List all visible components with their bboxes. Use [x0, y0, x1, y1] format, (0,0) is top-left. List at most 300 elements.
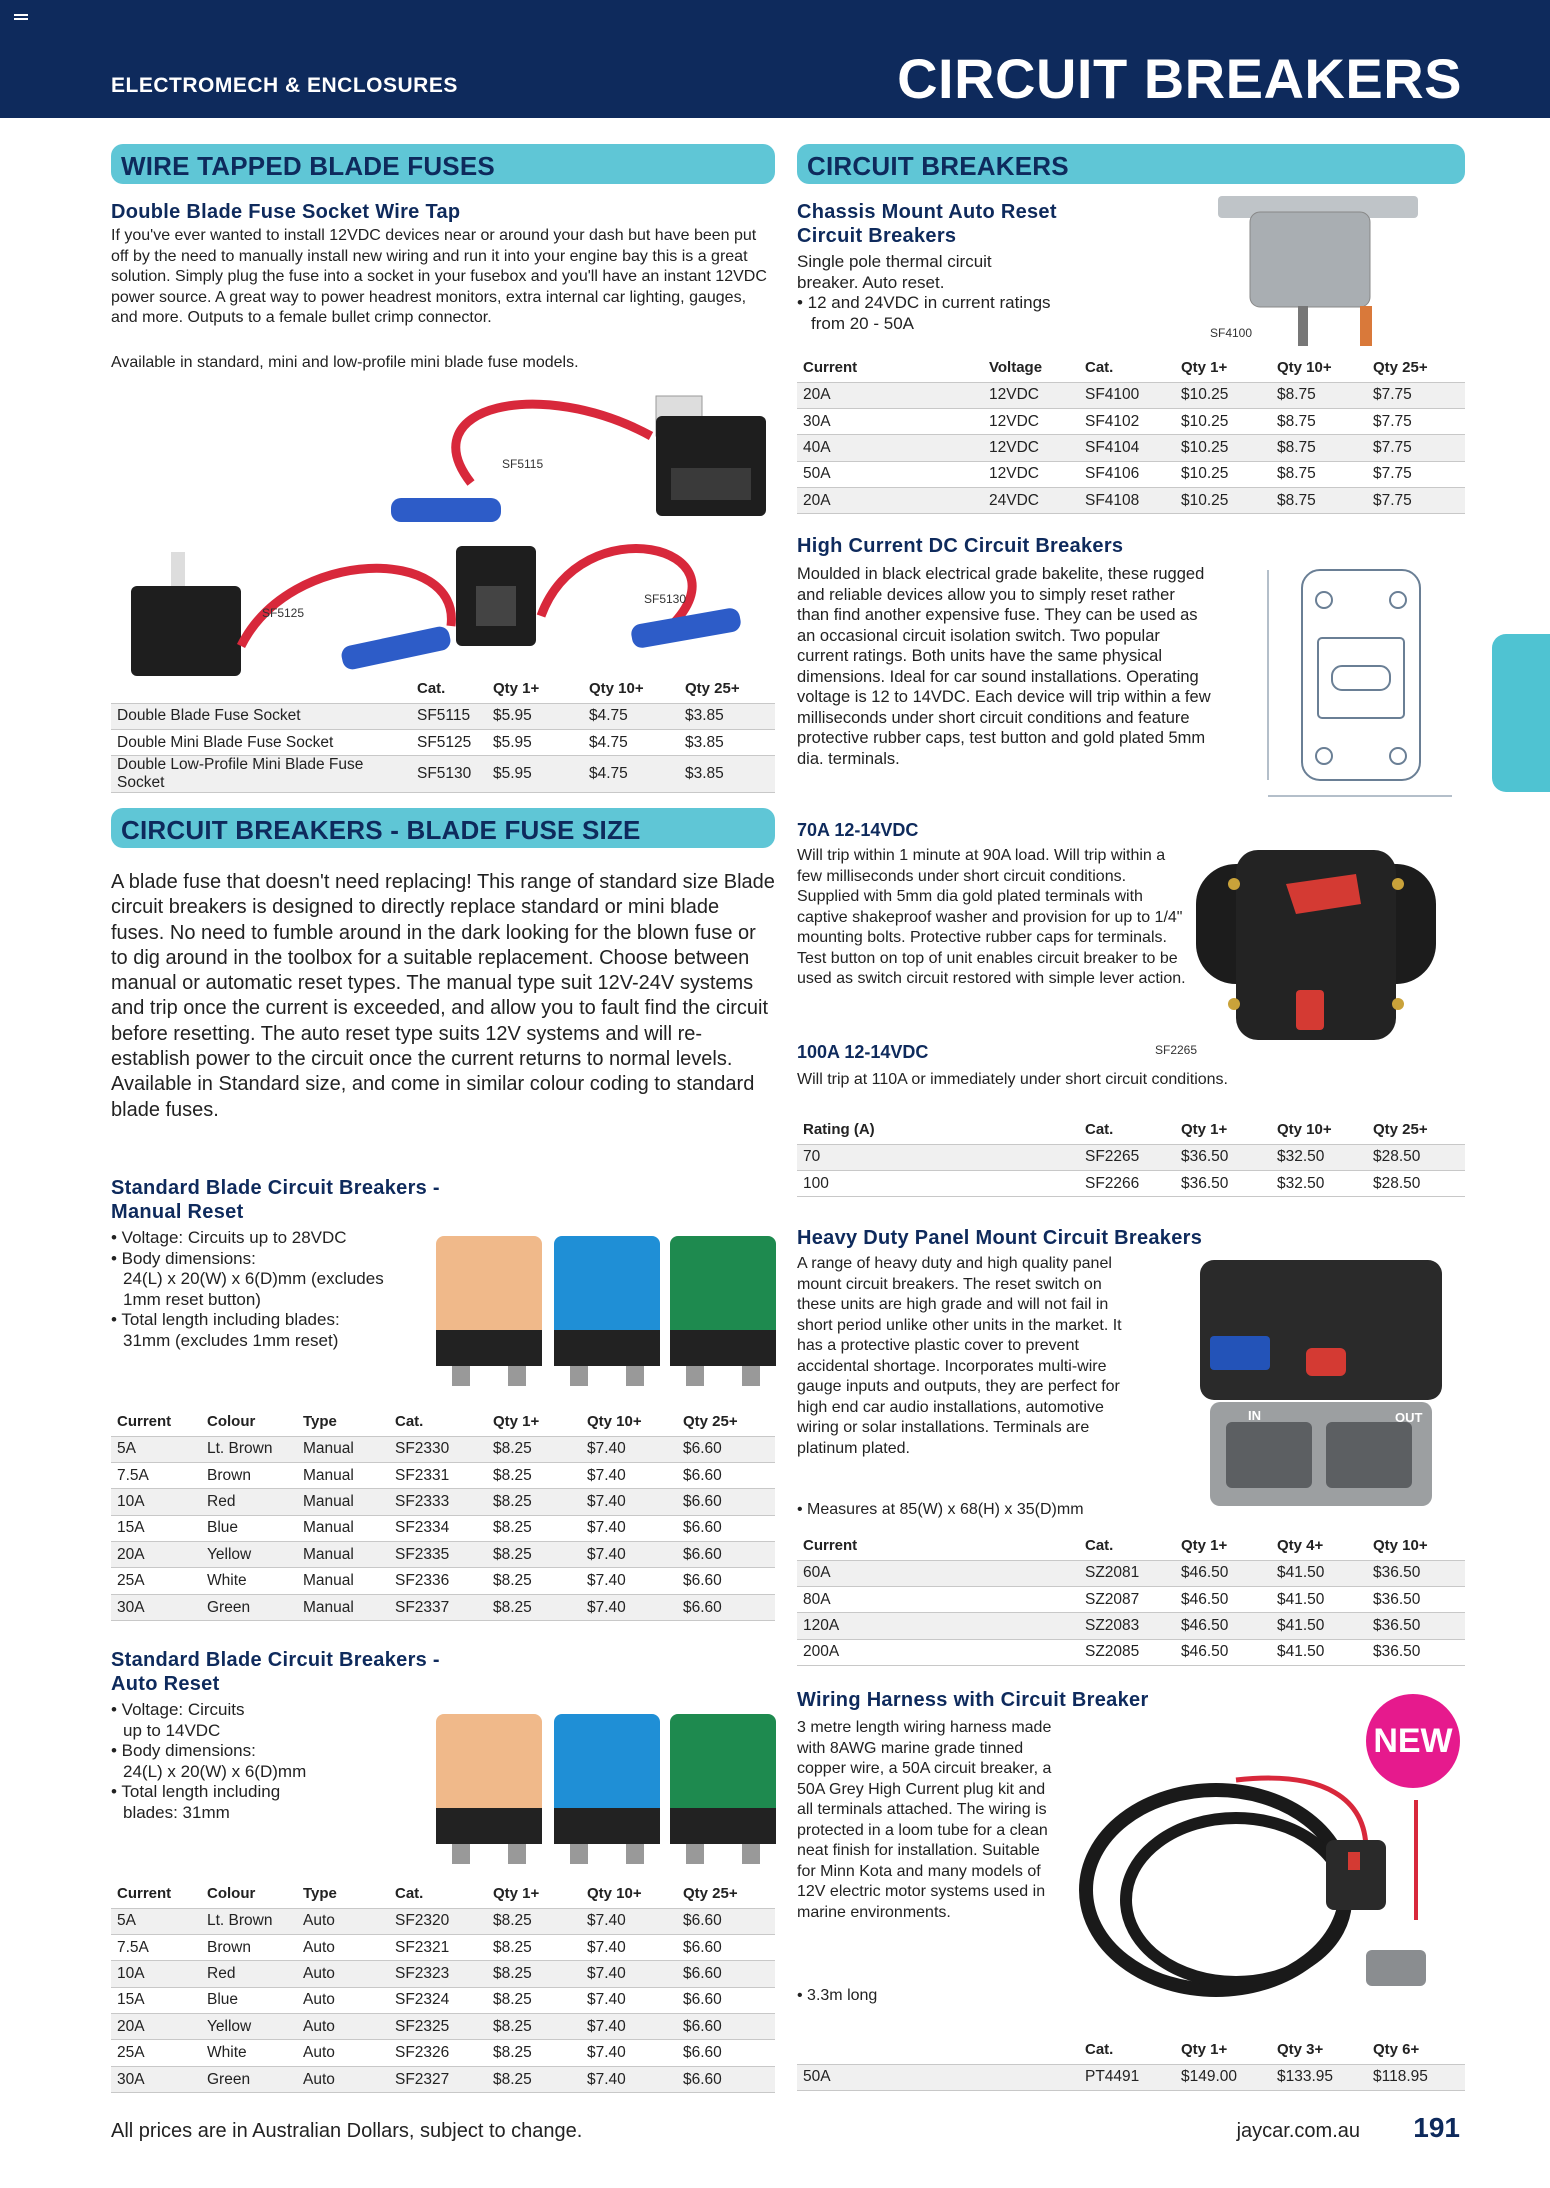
table-header-cell: Qty 1+	[1181, 2041, 1228, 2059]
table-cell: $7.40	[581, 1961, 677, 1987]
table-cell: $8.75	[1271, 488, 1367, 514]
table-header-cell: Qty 1+	[493, 1885, 540, 1903]
table-cell: $7.40	[581, 2040, 677, 2066]
price-table-high-current	[797, 1116, 1465, 1197]
table-cell: Green	[201, 2066, 297, 2092]
table-cell: SF5125	[411, 729, 487, 755]
table-cell: $4.75	[583, 729, 679, 755]
table-cell: $6.60	[677, 2014, 775, 2040]
menu-icon[interactable]	[14, 14, 28, 24]
table-cell: SF2334	[389, 1515, 487, 1541]
price-table-harness	[797, 2036, 1465, 2091]
table-cell: SF2266	[1079, 1170, 1175, 1196]
table-cell: Yellow	[201, 1542, 297, 1568]
price-table-wire-tapped	[111, 675, 775, 793]
table-header-cell: Cat.	[395, 1885, 424, 1903]
table-header-cell: Colour	[207, 1885, 256, 1903]
table-cell: $8.25	[487, 1934, 581, 1960]
table-header-row	[797, 1116, 1465, 1144]
table-cell: $8.75	[1271, 461, 1367, 487]
table-header-cell: Type	[303, 1413, 337, 1431]
table-row	[111, 1934, 775, 1960]
table-row	[111, 1908, 775, 1934]
table-cell: $7.40	[581, 1908, 677, 1934]
table-cell: 5A	[111, 1436, 201, 1462]
table-cell: $46.50	[1175, 1586, 1271, 1612]
table-cell: 60A	[797, 1560, 1079, 1586]
table-row	[797, 461, 1465, 487]
table-cell: SF4104	[1079, 435, 1175, 461]
table-cell: $8.25	[487, 2066, 581, 2092]
table-cell: $8.25	[487, 1462, 581, 1488]
table-cell: $8.75	[1271, 435, 1367, 461]
harness-heading: Wiring Harness with Circuit Breaker	[797, 1689, 1149, 1711]
banner-blade-fuse-size	[111, 808, 775, 848]
harness-bullet: • 3.3m long	[797, 1987, 878, 2004]
heavy-duty-description: A range of heavy duty and high quality panel mount circuit breakers. The reset switch on these units are high grade and will not fail in short period unlike other units in the market. It has a protective plastic cover to prevent accidental shortage. Incorporates multi-wire gauge inputs and outputs, they are perfect for high end car audio installations, automotive wiring or solar installations. Terminals are platinum plated.	[797, 1255, 1122, 1457]
table-cell: $8.25	[487, 1908, 581, 1934]
table-cell: Double Low-Profile Mini Blade Fuse Socket	[111, 756, 411, 793]
table-cell: SF2337	[389, 1594, 487, 1620]
table-cell: $7.75	[1367, 488, 1465, 514]
table-cell: Auto	[297, 1987, 389, 2013]
table-cell: $7.75	[1367, 408, 1465, 434]
table-cell: 15A	[111, 1515, 201, 1541]
table-cell: $28.50	[1367, 1144, 1465, 1170]
table-cell: Manual	[297, 1568, 389, 1594]
table-cell: 25A	[111, 2040, 201, 2066]
table-row	[111, 2066, 775, 2092]
table-cell: $118.95	[1367, 2064, 1465, 2090]
product-availability: Available in standard, mini and low-profile mini blade fuse models.	[111, 354, 579, 371]
table-row	[797, 1560, 1465, 1586]
sub-heading-70a: 70A 12-14VDC	[797, 820, 919, 840]
table-row	[797, 1639, 1465, 1665]
table-cell: $7.75	[1367, 435, 1465, 461]
side-index-tab[interactable]	[1492, 634, 1550, 792]
table-header-cell: Qty 10+	[1277, 359, 1332, 377]
manual-heading-line2: Manual Reset	[111, 1201, 244, 1223]
table-cell: $8.25	[487, 2040, 581, 2066]
table-cell: $7.40	[581, 2066, 677, 2092]
table-cell: 10A	[111, 1489, 201, 1515]
new-badge: NEW	[1366, 1694, 1460, 1788]
table-cell: 5A	[111, 1908, 201, 1934]
table-cell: 70	[797, 1144, 1079, 1170]
table-cell: $133.95	[1271, 2064, 1367, 2090]
table-cell: SF5115	[411, 703, 487, 729]
banner-label: CIRCUIT BREAKERS	[807, 151, 1069, 181]
table-cell: Auto	[297, 1934, 389, 1960]
table-row	[111, 1961, 775, 1987]
table-header-cell: Qty 10+	[1277, 1121, 1332, 1139]
table-cell: $28.50	[1367, 1170, 1465, 1196]
table-row	[111, 1436, 775, 1462]
table-header-cell: Cat.	[1085, 1121, 1114, 1139]
table-cell: $36.50	[1175, 1170, 1271, 1196]
table-cell: 12VDC	[983, 382, 1079, 408]
table-row	[797, 408, 1465, 434]
fuse-tap-product-image	[111, 386, 775, 676]
table-cell: White	[201, 2040, 297, 2066]
table-cell: Auto	[297, 2066, 389, 2092]
table-cell: $7.40	[581, 1489, 677, 1515]
table-cell: $36.50	[1367, 1639, 1465, 1665]
table-cell: $36.50	[1175, 1144, 1271, 1170]
table-cell: SF5130	[411, 756, 487, 793]
table-header-cell: Current	[803, 359, 858, 377]
table-cell: $36.50	[1367, 1613, 1465, 1639]
table-cell: $36.50	[1367, 1586, 1465, 1612]
table-cell: $4.75	[583, 703, 679, 729]
table-cell: $41.50	[1271, 1613, 1367, 1639]
table-cell: $6.60	[677, 1515, 775, 1541]
table-cell: SF2326	[389, 2040, 487, 2066]
table-row	[111, 1568, 775, 1594]
table-cell: Manual	[297, 1542, 389, 1568]
table-header-cell: Qty 1+	[493, 680, 540, 698]
table-cell: $10.25	[1175, 408, 1271, 434]
table-cell: $41.50	[1271, 1560, 1367, 1586]
table-cell: 50A	[797, 461, 983, 487]
table-header-cell: Qty 10+	[1373, 1537, 1428, 1555]
table-cell: $5.95	[487, 729, 583, 755]
table-cell: SZ2087	[1079, 1586, 1175, 1612]
table-header-cell: Cat.	[1085, 2041, 1114, 2059]
high-current-diagram	[1262, 540, 1452, 820]
page-header	[0, 0, 1550, 118]
table-cell: Auto	[297, 2040, 389, 2066]
table-cell: $8.25	[487, 2014, 581, 2040]
table-cell: $6.60	[677, 2040, 775, 2066]
table-header-cell: Colour	[207, 1413, 256, 1431]
terminal-label-out: OUT	[1395, 1410, 1423, 1425]
table-cell: SF4102	[1079, 408, 1175, 434]
table-header-cell	[111, 675, 411, 703]
table-cell: Green	[201, 1594, 297, 1620]
table-row	[797, 1586, 1465, 1612]
table-header-cell: Qty 25+	[1373, 359, 1428, 377]
table-cell: SF2336	[389, 1568, 487, 1594]
table-row	[111, 729, 775, 755]
table-cell: 20A	[797, 382, 983, 408]
table-header-cell: Qty 10+	[587, 1885, 642, 1903]
terminal-label-in: IN	[1248, 1408, 1261, 1423]
table-row	[111, 1594, 775, 1620]
table-cell: Double Mini Blade Fuse Socket	[111, 729, 411, 755]
table-cell: SF2320	[389, 1908, 487, 1934]
image-label: SF5125	[262, 606, 305, 620]
table-cell: SF2325	[389, 2014, 487, 2040]
table-header-cell: Cat.	[417, 680, 446, 698]
table-cell: SF4108	[1079, 488, 1175, 514]
table-row	[111, 1987, 775, 2013]
table-cell: 24VDC	[983, 488, 1079, 514]
table-row	[111, 1489, 775, 1515]
table-cell: $7.40	[581, 1436, 677, 1462]
table-cell: SF2327	[389, 2066, 487, 2092]
table-cell: $6.60	[677, 1961, 775, 1987]
table-cell: $3.85	[679, 729, 775, 755]
table-cell: $8.25	[487, 1568, 581, 1594]
table-header-cell: Cat.	[395, 1413, 424, 1431]
table-row	[111, 2040, 775, 2066]
blade-breaker-manual-image	[432, 1230, 777, 1390]
table-cell: $8.25	[487, 1594, 581, 1620]
table-row	[797, 1613, 1465, 1639]
table-header-cell: Qty 25+	[683, 1885, 738, 1903]
table-cell: 120A	[797, 1613, 1079, 1639]
table-cell: SF2331	[389, 1462, 487, 1488]
table-header-cell: Current	[117, 1413, 172, 1431]
table-row	[111, 1542, 775, 1568]
table-cell: $10.25	[1175, 435, 1271, 461]
table-cell: 100	[797, 1170, 1079, 1196]
table-cell: SF2265	[1079, 1144, 1175, 1170]
table-cell: $8.25	[487, 1987, 581, 2013]
table-cell: Manual	[297, 1489, 389, 1515]
table-header-cell: Qty 25+	[685, 680, 740, 698]
table-cell: $6.60	[677, 1594, 775, 1620]
table-cell: SZ2081	[1079, 1560, 1175, 1586]
blade-breaker-auto-image	[432, 1708, 777, 1868]
table-cell: Manual	[297, 1436, 389, 1462]
image-label: SF5130	[644, 592, 687, 606]
high-current-heading: High Current DC Circuit Breakers	[797, 535, 1124, 557]
table-row	[797, 382, 1465, 408]
table-cell: SF2335	[389, 1542, 487, 1568]
table-cell: Manual	[297, 1515, 389, 1541]
image-label: SF4100	[1210, 326, 1253, 340]
table-cell: $6.60	[677, 1489, 775, 1515]
table-header-row	[111, 675, 775, 703]
table-cell: 200A	[797, 1639, 1079, 1665]
table-cell: $6.60	[677, 1934, 775, 1960]
table-cell: 12VDC	[983, 435, 1079, 461]
table-header-cell: Cat.	[1085, 1537, 1114, 1555]
table-cell: 12VDC	[983, 461, 1079, 487]
table-cell: $6.60	[677, 1568, 775, 1594]
chassis-description: Single pole thermal circuit breaker. Auto reset. • 12 and 24VDC in current ratings from 20 - 50A	[797, 252, 1051, 333]
table-row	[797, 1170, 1465, 1196]
table-cell: 50A	[797, 2064, 1079, 2090]
banner-wire-tapped	[111, 144, 775, 184]
description-70a: Will trip within 1 minute at 90A load. Will trip within a few milliseconds under short circuit conditions. Supplied with 5mm dia gold plated terminals with captive shakeproof washer and provision for up to 1/4" mounting bolts. Protective rubber caps for terminals. Test button on top of unit enables circuit breaker to be used as switch circuit restored with simple lever action.	[797, 847, 1186, 987]
table-cell: Auto	[297, 1908, 389, 1934]
table-header-row	[111, 1408, 775, 1436]
table-cell: $7.75	[1367, 382, 1465, 408]
table-cell: Red	[201, 1489, 297, 1515]
heavy-duty-bullet: • Measures at 85(W) x 68(H) x 35(D)mm	[797, 1501, 1084, 1518]
table-header-cell: Current	[803, 1537, 858, 1555]
description-100a: Will trip at 110A or immediately under short circuit conditions.	[797, 1071, 1228, 1088]
table-cell: SF4100	[1079, 382, 1175, 408]
table-row	[111, 1462, 775, 1488]
table-cell: $46.50	[1175, 1613, 1271, 1639]
harness-description: 3 metre length wiring harness made with 8AWG marine grade tinned copper wire, a 50A circuit breaker, a 50A Grey High Current plug kit and all terminals attached. The wiring is protected in a loom tube for a clean neat finish for installation. Suitable for Minn Kota and many models of 12V electric motor systems used in marine environments.	[797, 1719, 1052, 1921]
manual-heading-line1: Standard Blade Circuit Breakers -	[111, 1177, 440, 1199]
wiring-harness-image	[1066, 1760, 1456, 2020]
section-title: ELECTROMECH & ENCLOSURES	[111, 74, 458, 97]
table-cell: Auto	[297, 2014, 389, 2040]
page-title: CIRCUIT BREAKERS	[897, 47, 1462, 110]
table-cell: $5.95	[487, 756, 583, 793]
table-cell: Brown	[201, 1934, 297, 1960]
table-cell: $3.85	[679, 703, 775, 729]
chassis-heading-line1: Chassis Mount Auto Reset	[797, 201, 1057, 223]
table-cell: 25A	[111, 1568, 201, 1594]
table-cell: Auto	[297, 1961, 389, 1987]
table-cell: 20A	[111, 2014, 201, 2040]
table-cell: $7.40	[581, 1542, 677, 1568]
table-header-cell: Type	[303, 1885, 337, 1903]
blade-description: A blade fuse that doesn't need replacing! This range of standard size Blade circuit breakers is designed to directly replace standard or mini blade fuses. No need to fumble around in the dark looking for the blown fuse or to dig around in the toolbox for a suitable replacement. Choose between manual or automatic reset types. The manual type suit 12V-24V systems and trip once the current is exceeded, and allow you to fault find the circuit before resetting. The auto reset type suits 12V systems and will re-establish power to the circuit once the current returns to normal levels. Available in Standard size, and come in similar colour coding to standard blade fuses.	[111, 871, 775, 1121]
table-cell: $7.40	[581, 1462, 677, 1488]
table-header-cell: Qty 25+	[683, 1413, 738, 1431]
footer-price-note: All prices are in Australian Dollars, subject to change.	[111, 2120, 583, 2142]
table-cell: 7.5A	[111, 1934, 201, 1960]
table-row	[797, 435, 1465, 461]
table-cell: 40A	[797, 435, 983, 461]
table-header-cell: Current	[117, 1885, 172, 1903]
high-current-description: Moulded in black electrical grade bakelite, these rugged and reliable devices allow you to simply reset rather than find another expensive fuse. They can be used as an occasional circuit isolation switch. Two popular current ratings. Both units have the same physical dimensions. Ideal for car sound installations. Operating voltage is 12 to 14VDC. Each device will trip within a few milliseconds under short circuit conditions and feature protective rubber caps, test button and gold plated 5mm dia. terminals.	[797, 565, 1211, 768]
price-table-heavy-duty	[797, 1532, 1465, 1666]
table-cell: $6.60	[677, 1462, 775, 1488]
auto-bullets: • Voltage: Circuits up to 14VDC • Body dimensions: 24(L) x 20(W) x 6(D)mm • Total length including blades: 31mm	[111, 1700, 307, 1822]
table-cell: 7.5A	[111, 1462, 201, 1488]
image-label: SF5115	[502, 457, 544, 471]
table-header-cell: Qty 4+	[1277, 1537, 1324, 1555]
table-cell: SF2323	[389, 1961, 487, 1987]
table-row	[111, 1515, 775, 1541]
table-cell: $10.25	[1175, 461, 1271, 487]
table-cell: $8.25	[487, 1961, 581, 1987]
price-table-manual	[111, 1408, 775, 1621]
table-cell: $8.25	[487, 1436, 581, 1462]
table-header-cell: Qty 10+	[589, 680, 644, 698]
table-cell: $6.60	[677, 1542, 775, 1568]
table-cell: $32.50	[1271, 1170, 1367, 1196]
table-row	[111, 2014, 775, 2040]
chassis-heading-line2: Circuit Breakers	[797, 225, 957, 247]
banner-circuit-breakers	[797, 144, 1465, 184]
table-cell: $7.40	[581, 2014, 677, 2040]
table-cell: $8.75	[1271, 382, 1367, 408]
table-row	[797, 488, 1465, 514]
table-cell: 12VDC	[983, 408, 1079, 434]
table-cell: $7.40	[581, 1515, 677, 1541]
table-row	[111, 756, 775, 793]
table-header-row	[797, 354, 1465, 382]
table-cell: SF2333	[389, 1489, 487, 1515]
table-cell: $32.50	[1271, 1144, 1367, 1170]
table-cell: SF2324	[389, 1987, 487, 2013]
table-header-cell	[797, 2036, 1079, 2064]
table-cell: $10.25	[1175, 488, 1271, 514]
table-cell: $10.25	[1175, 382, 1271, 408]
table-header-cell: Qty 1+	[1181, 359, 1228, 377]
table-cell: SF2330	[389, 1436, 487, 1462]
table-cell: 80A	[797, 1586, 1079, 1612]
table-cell: SZ2083	[1079, 1613, 1175, 1639]
table-cell: $41.50	[1271, 1639, 1367, 1665]
table-cell: $6.60	[677, 1987, 775, 2013]
table-cell: Blue	[201, 1515, 297, 1541]
table-cell: $46.50	[1175, 1639, 1271, 1665]
table-header-cell: Qty 1+	[493, 1413, 540, 1431]
table-cell: Brown	[201, 1462, 297, 1488]
table-cell: $7.40	[581, 1568, 677, 1594]
table-cell: 10A	[111, 1961, 201, 1987]
table-cell: SF4106	[1079, 461, 1175, 487]
table-header-row	[111, 1880, 775, 1908]
table-cell: $5.95	[487, 703, 583, 729]
table-cell: 30A	[111, 1594, 201, 1620]
table-header-cell: Qty 6+	[1373, 2041, 1420, 2059]
table-cell: SZ2085	[1079, 1639, 1175, 1665]
table-cell: SF2321	[389, 1934, 487, 1960]
table-cell: $149.00	[1175, 2064, 1271, 2090]
price-table-auto	[111, 1880, 775, 2093]
table-cell: Red	[201, 1961, 297, 1987]
auto-heading-line1: Standard Blade Circuit Breakers -	[111, 1649, 440, 1671]
table-cell: Yellow	[201, 2014, 297, 2040]
product-heading: Double Blade Fuse Socket Wire Tap	[111, 201, 461, 223]
table-cell: $7.75	[1367, 461, 1465, 487]
footer-website-link[interactable]: jaycar.com.au	[1236, 2120, 1360, 2142]
table-header-cell: Qty 1+	[1181, 1537, 1228, 1555]
table-cell: $8.25	[487, 1489, 581, 1515]
manual-bullets: • Voltage: Circuits up to 28VDC • Body dimensions: 24(L) x 20(W) x 6(D)mm (excludes 1mm reset button) • Total length including blades: 31mm (excludes 1mm reset)	[111, 1228, 384, 1350]
table-cell: $8.25	[487, 1515, 581, 1541]
heavy-duty-heading: Heavy Duty Panel Mount Circuit Breakers	[797, 1227, 1203, 1249]
table-header-cell: Cat.	[1085, 359, 1114, 377]
table-cell: Blue	[201, 1987, 297, 2013]
table-cell: $46.50	[1175, 1560, 1271, 1586]
price-table-chassis	[797, 354, 1465, 514]
table-cell: $6.60	[677, 1436, 775, 1462]
table-cell: $7.40	[581, 1594, 677, 1620]
table-cell: $3.85	[679, 756, 775, 793]
sub-heading-100a: 100A 12-14VDC	[797, 1042, 929, 1062]
table-cell: $8.25	[487, 1542, 581, 1568]
table-cell: Lt. Brown	[201, 1436, 297, 1462]
page-number: 191	[1413, 2112, 1460, 2143]
table-row	[111, 703, 775, 729]
table-header-cell: Qty 25+	[1373, 1121, 1428, 1139]
table-header-cell: Qty 3+	[1277, 2041, 1324, 2059]
table-header-row	[797, 1532, 1465, 1560]
table-cell: Manual	[297, 1594, 389, 1620]
image-label: SF2265	[1155, 1043, 1198, 1057]
table-cell: 20A	[111, 1542, 201, 1568]
banner-label: CIRCUIT BREAKERS - BLADE FUSE SIZE	[121, 815, 641, 845]
table-header-cell: Rating (A)	[803, 1121, 875, 1139]
table-cell: $36.50	[1367, 1560, 1465, 1586]
table-cell: Lt. Brown	[201, 1908, 297, 1934]
table-cell: 20A	[797, 488, 983, 514]
table-cell: $7.40	[581, 1934, 677, 1960]
table-row	[797, 1144, 1465, 1170]
table-cell: Manual	[297, 1462, 389, 1488]
banner-label: WIRE TAPPED BLADE FUSES	[121, 151, 495, 181]
table-cell: White	[201, 1568, 297, 1594]
table-cell: 15A	[111, 1987, 201, 2013]
heavy-duty-breaker-image	[1196, 1256, 1446, 1516]
auto-heading-line2: Auto Reset	[111, 1673, 220, 1695]
table-cell: $6.60	[677, 1908, 775, 1934]
table-cell: Double Blade Fuse Socket	[111, 703, 411, 729]
